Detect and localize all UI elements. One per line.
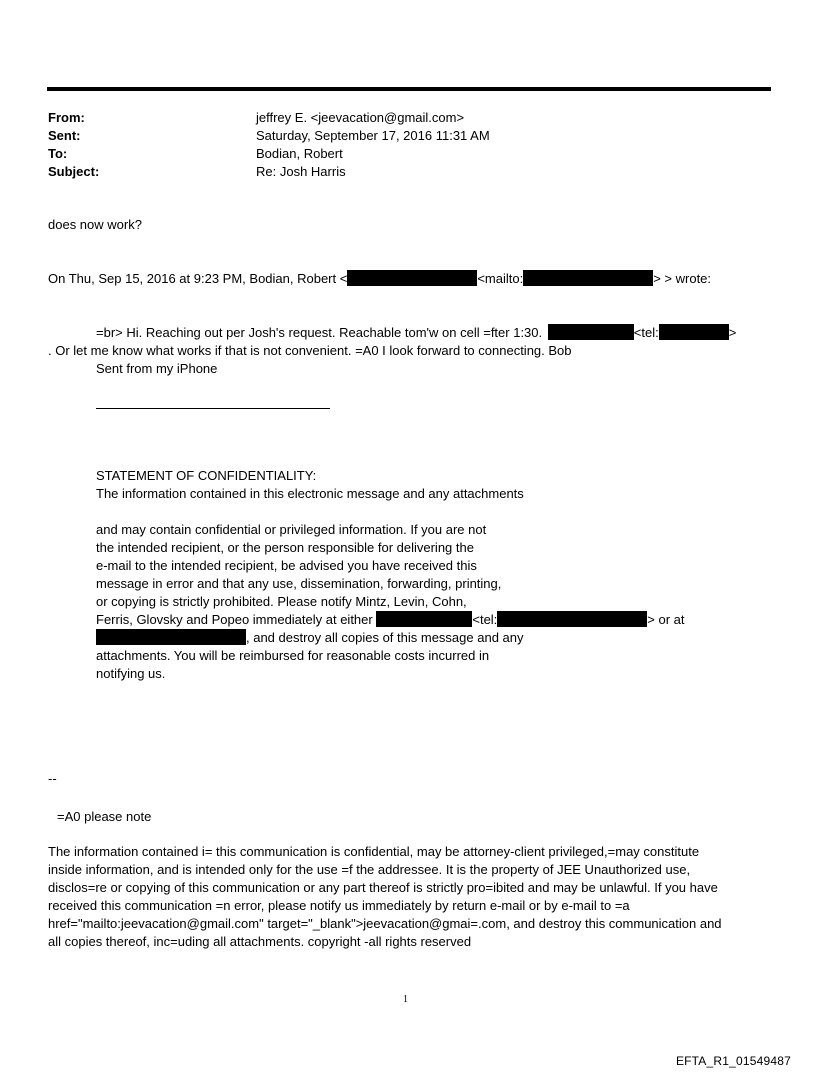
message-text: =br> Hi. Reaching out per Josh's request. Reachable tom'w on cell =fter 1:30. xyxy=(96,325,543,340)
redaction-box xyxy=(376,611,472,627)
reply-text: does now work? xyxy=(48,217,142,232)
message-line-1 xyxy=(96,324,736,342)
quote-intro-text: On Thu, Sep 15, 2016 at 9:23 PM, Bodian, Robert < xyxy=(48,271,348,286)
subject-value: Re: Josh Harris xyxy=(256,164,346,179)
confidentiality-line-contact xyxy=(96,611,685,629)
sent-value: Saturday, September 17, 2016 11:31 AM xyxy=(256,128,490,143)
quote-wrote: > > wrote: xyxy=(653,271,712,286)
confidentiality-text: , and destroy all copies of this message and any xyxy=(246,630,524,645)
message-line-2: . Or let me know what works if that is not convenient. =A0 I look forward to connecting. Bob xyxy=(48,343,572,358)
redaction-box xyxy=(659,324,729,340)
confidentiality-line: notifying us. xyxy=(96,666,166,681)
confidentiality-line: attachments. You will be reimbursed for reasonable costs incurred in xyxy=(96,648,490,663)
footer-paragraph-line: The information contained i= this communication is confidential, may be attorney-client privileged,=may constitute xyxy=(48,844,700,859)
signature-divider xyxy=(96,408,330,409)
footer-paragraph-line: received this communication =n error, please notify us immediately by return e-mail or by e-mail to =a xyxy=(48,898,630,913)
confidentiality-tel: <tel: xyxy=(472,612,498,627)
message-line-3: Sent from my iPhone xyxy=(96,361,218,376)
confidentiality-line-email xyxy=(96,629,524,647)
confidentiality-line: e-mail to the intended recipient, be advised you have received this xyxy=(96,558,477,573)
footer-paragraph-line: all copies thereof, inc=uding all attachments. copyright -all rights reserved xyxy=(48,934,472,949)
confidentiality-line: The information contained in this electronic message and any attachments xyxy=(96,486,524,501)
confidentiality-or-at: > or at xyxy=(647,612,685,627)
confidentiality-line: the intended recipient, or the person responsible for delivering the xyxy=(96,540,474,555)
bates-number: EFTA_R1_01549487 xyxy=(675,1054,791,1068)
quote-mailto: <mailto: xyxy=(477,271,524,286)
message-tel-close: > xyxy=(728,325,737,340)
confidentiality-line: or copying is strictly prohibited. Please notify Mintz, Levin, Cohn, xyxy=(96,594,467,609)
redaction-box xyxy=(523,270,653,286)
to-label: To: xyxy=(48,146,68,161)
redaction-box xyxy=(497,611,647,627)
redaction-box xyxy=(548,324,634,340)
subject-label: Subject: xyxy=(48,164,100,179)
confidentiality-text: Ferris, Glovsky and Popeo immediately at either xyxy=(96,612,373,627)
footer-paragraph-line: disclos=re or copying of this communication or any part thereof is strictly pro=ibited and may be unlawful. If you have xyxy=(48,880,718,895)
sent-label: Sent: xyxy=(48,128,81,143)
footer-paragraph-line: inside information, and is intended only for the use =f the addressee. It is the property of JEE Unauthorized use, xyxy=(48,862,691,877)
redaction-box xyxy=(96,629,246,645)
footer-paragraph-line: href="mailto:jeevacation@gmail.com" target="_blank">jeevacation@gmai=.com, and destroy this communication and xyxy=(48,916,722,931)
confidentiality-title: STATEMENT OF CONFIDENTIALITY: xyxy=(96,468,317,483)
from-label: From: xyxy=(48,110,85,125)
confidentiality-line: message in error and that any use, dissemination, forwarding, printing, xyxy=(96,576,502,591)
header-rule xyxy=(47,87,771,91)
message-tel: <tel: xyxy=(633,325,659,340)
from-value: jeffrey E. <jeevacation@gmail.com> xyxy=(256,110,465,125)
please-note: =A0 please note xyxy=(57,809,152,824)
quote-intro xyxy=(48,270,711,288)
footer-dashes: -- xyxy=(48,771,57,786)
page-number: 1 xyxy=(403,994,408,1005)
to-value: Bodian, Robert xyxy=(256,146,343,161)
confidentiality-line: and may contain confidential or privileged information. If you are not xyxy=(96,522,487,537)
redaction-box xyxy=(347,270,477,286)
